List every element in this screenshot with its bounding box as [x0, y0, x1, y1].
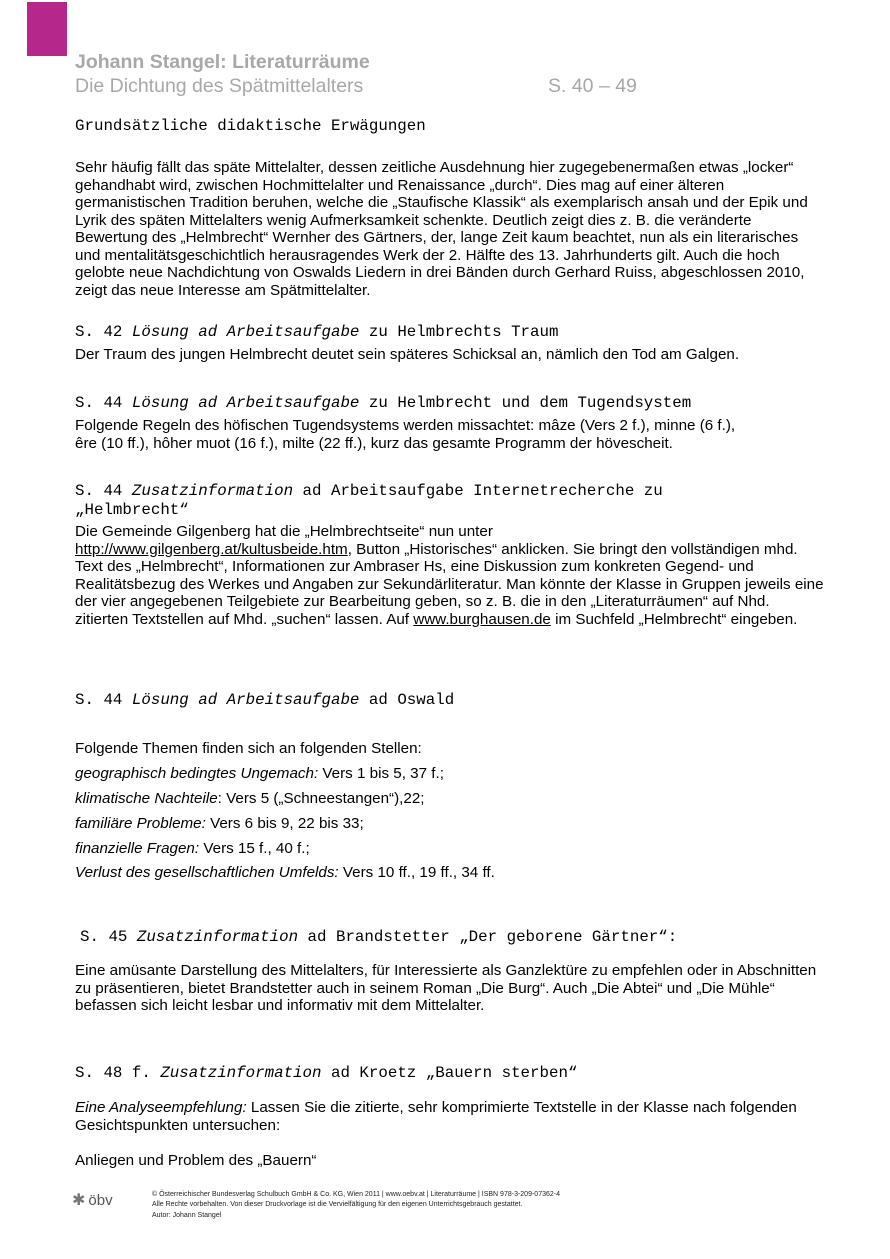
heading-page: S. 45	[80, 928, 137, 946]
footer-line: © Österreichischer Bundesverlag Schulbuch GmbH & Co. KG, Wien 2011 | www.oebv.at | Literaturräume | ISBN 978-3-209-07362-4	[152, 1191, 560, 1198]
logo-text: öbv	[88, 1191, 113, 1209]
paragraph-text: Lassen Sie die zitierte, sehr komprimierte Textstelle in der Klasse nach folgenden Gesichtspunkten untersuchen:	[75, 1099, 797, 1134]
item-label: Verlust des gesellschaftlichen Umfelds:	[75, 864, 339, 881]
item-label: familiäre Probleme:	[75, 815, 206, 832]
asterisk-logo-icon: ✱	[72, 1192, 86, 1209]
heading-page: S. 44	[75, 482, 132, 500]
heading-type: Zusatzinformation	[160, 1064, 322, 1082]
header-subtitle: Die Dichtung des Spätmittelalters	[75, 75, 364, 97]
brand-tab-shape	[27, 2, 67, 56]
section-heading-didaktik: Grundsätzliche didaktische Erwägungen	[75, 117, 426, 135]
heading-type: Zusatzinformation	[131, 482, 294, 500]
item-label: finanzielle Fragen:	[75, 840, 200, 857]
item-value: Vers 1 bis 5, 37 f.;	[318, 765, 444, 782]
paragraph-text: , Button „Historisches“ anklicken. Sie bringt den vollständigen mhd. Text des „Helmbrecht“, Informationen zur Ambraser Hs, eine Diskussion zum konkreten Gegend- und Realitätsbezug des Werkes und Angaben zur Sekundärliteratur. Man könnte der Klasse in Gruppen jeweils eine der vier angegebenen Teilgebiete zur Bearbeitung geben, so z. B. die in den „Literaturräumen“ auf Nhd. zitierten Textstellen auf Mhd. „suchen“ lassen. Auf	[75, 540, 824, 628]
heading-topic: zu Helmbrechts Traum	[359, 323, 559, 341]
footer-line: Autor: Johann Stangel	[152, 1211, 222, 1219]
list-item	[75, 815, 364, 832]
paragraph-s48	[75, 1099, 825, 1134]
heading-type: Lösung ad Arbeitsaufgabe	[131, 394, 360, 412]
section-heading-s42	[75, 323, 558, 341]
item-label: geographisch bedingtes Ungemach:	[75, 765, 319, 782]
gilgenberg-link[interactable]: http://www.gilgenberg.at/kultusbeide.htm	[75, 540, 348, 558]
paragraph-s45: Eine amüsante Darstellung des Mittelalters, für Interessierte als Ganzlektüre zu empfehlen oder in Abschnitten zu präsentieren, bietet Brandstetter auch in seinem Roman „Die Burg“. Auch „Die Abtei“ und „Die Mühle“ befassen sich leicht lesbar und informativ mit dem Mittelalter.	[75, 962, 817, 1014]
paragraph-s44-tugend-line1: Folgende Regeln des höfischen Tugendsystems werden missachtet: mâze (Vers 2 f.), minne (6 f.),	[75, 417, 736, 434]
section-heading-s48	[75, 1064, 577, 1082]
heading-topic: ad Kroetz „Bauern sterben“	[321, 1064, 578, 1082]
list-item	[75, 864, 495, 881]
heading-page: S. 48 f.	[75, 1064, 161, 1082]
paragraph-s42: Der Traum des jungen Helmbrecht deutet sein späteres Schicksal an, nämlich den Tod am Galgen.	[75, 346, 740, 363]
header-pages: S. 40 – 49	[548, 75, 637, 97]
paragraph-s44-tugend-line2: êre (10 ff.), hôher muot (16 f.), milte (22 ff.), kurz das gesamte Programm der hövescheit.	[75, 435, 673, 452]
section-heading-s45	[80, 928, 677, 946]
footer-legal	[152, 1190, 560, 1221]
brand-tab	[27, 2, 67, 56]
header-title: Johann Stangel: Literaturräume	[75, 51, 370, 73]
section-heading-s44-internet	[75, 482, 663, 500]
heading-topic: ad Oswald	[359, 691, 455, 709]
heading-page: S. 44	[75, 394, 132, 412]
paragraph-text: im Suchfeld „Helmbrecht“ eingeben.	[550, 610, 798, 628]
item-value: : Vers 5 („Schneestangen“),22;	[217, 790, 425, 807]
oswald-intro: Folgende Themen finden sich an folgenden Stellen:	[75, 740, 422, 757]
heading-topic: ad Arbeitsaufgabe Internetrecherche zu	[293, 482, 663, 500]
publisher-logo	[72, 1190, 113, 1210]
heading-page: S. 42	[75, 323, 132, 341]
burghausen-link[interactable]: www.burghausen.de	[413, 610, 551, 628]
heading-type: Lösung ad Arbeitsaufgabe	[131, 691, 360, 709]
heading-type: Lösung ad Arbeitsaufgabe	[131, 323, 360, 341]
heading-page: S. 44	[75, 691, 132, 709]
heading-type: Zusatzinformation	[136, 928, 299, 946]
list-item	[75, 790, 425, 807]
list-item	[75, 765, 444, 782]
list-item	[75, 840, 310, 857]
section-heading-s44-tugend	[75, 394, 691, 412]
heading-topic: zu Helmbrecht und dem Tugendsystem	[359, 394, 692, 412]
item-value: Vers 10 ff., 19 ff., 34 ff.	[338, 864, 495, 881]
paragraph-didaktik: Sehr häufig fällt das späte Mittelalter, dessen zeitliche Ausdehnung hier zugegebenermaßen etwas „locker“ gehandhabt wird, zwischen Hochmittelalter und Renaissance „durch“. Dies mag auf einer älteren germanistischen Tradition beruhen, welche die „Staufische Klassik“ als exemplarisch ansah und der Epik und Lyrik des späten Mittelalters wenig Aufmerksamkeit schenkte. Deutlich zeigt dies z. B. die veränderte Bewertung des „Helmbrecht“ Wernher des Gärtners, der, lange Zeit kaum beachtet, nun als ein literarisches und mentalitätsgeschichtlich herausragendes Werk der 2. Hälfte des 13. Jahrhunderts gilt. Auch die hoch gelobte neue Nachdichtung von Oswalds Liedern in drei Bänden durch Gerhard Ruiss, abgeschlossen 2010, zeigt das neue Interesse am Spätmittelalter.	[75, 159, 808, 299]
heading-topic: ad Brandstetter „Der geborene Gärtner“:	[298, 928, 678, 946]
section-heading-s44-oswald	[75, 691, 454, 709]
footer-line: Alle Rechte vorbehalten. Von dieser Druckvorlage ist die Vervielfältigung für den eigenen Unterrichtsgebrauch gestattet.	[152, 1201, 523, 1209]
item-value: Vers 6 bis 9, 22 bis 33;	[205, 815, 364, 832]
paragraph-s44-internet	[75, 523, 825, 628]
paragraph-text: Die Gemeinde Gilgenberg hat die „Helmbrechtseite“ nun unter	[75, 523, 493, 540]
item-value: Vers 15 f., 40 f.;	[199, 840, 310, 857]
paragraph-emphasis: Eine Analyseempfehlung:	[75, 1099, 247, 1116]
paragraph-s48-line2: Anliegen und Problem des „Bauern“	[75, 1152, 317, 1169]
item-label: klimatische Nachteile	[75, 790, 218, 807]
section-heading-s44-internet-line2: „Helmbrecht“	[75, 501, 189, 519]
